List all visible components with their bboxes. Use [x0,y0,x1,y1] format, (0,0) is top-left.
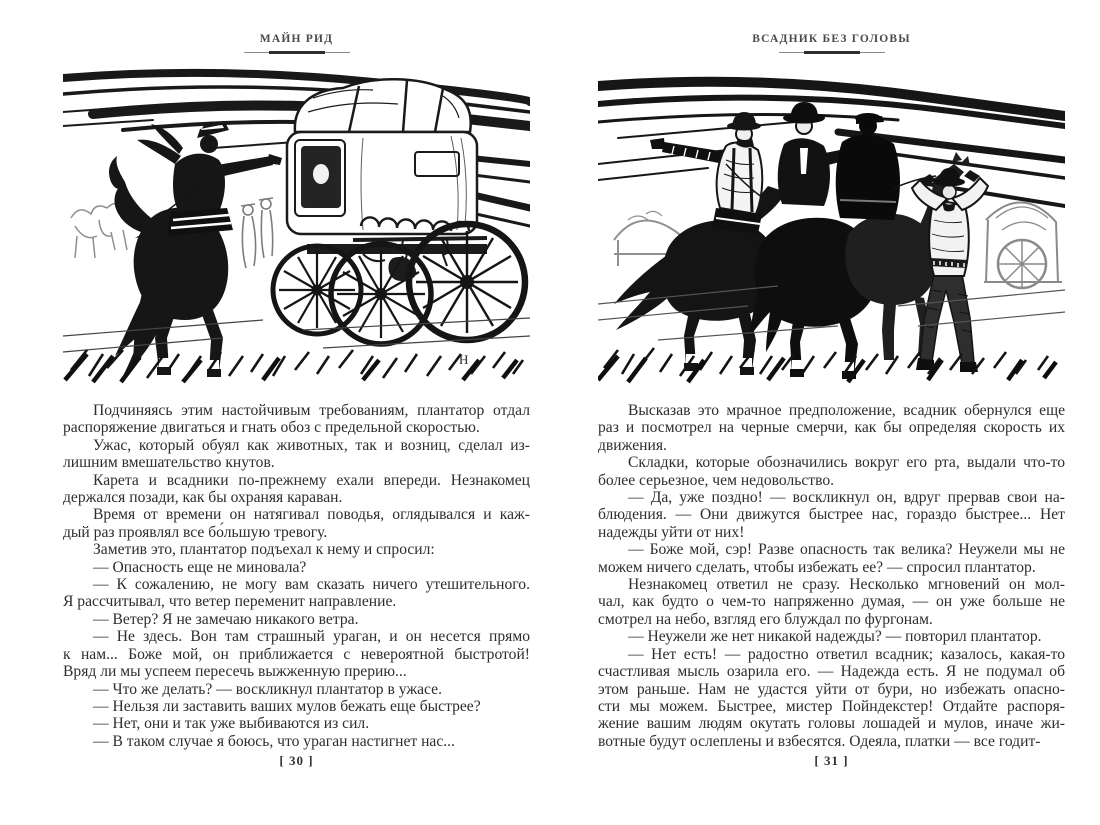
text-line: Ужас, который обуял как животных, так и возниц, сделал из- [93,436,530,454]
running-title-book: ВСАДНИК БЕЗ ГОЛОВЫ [752,33,911,45]
text-line: сти мы можем. Быстрее, мистер Пойндекстер! Отдайте распоря- [598,697,1065,715]
text-line: распоряжение двигаться и гнать обоз с предельной скоростью. [63,419,480,437]
rider3-torso [836,135,900,220]
illustration-riders [598,68,1065,384]
text-line: вотные будут ослеплены и взбесятся. Одеяла, платки — все годит- [598,732,1041,750]
text-line: раз и посмотрел на черные смерчи, как бы определяя скорость их [598,419,1065,437]
text-line: к нам... Боже мой, он приближается с невероятной быстротой! [63,645,530,663]
header-rule-thick [269,51,325,54]
page-number: [ 31 ] [814,753,849,768]
text-line: — Опасность еще не миновала? [93,558,307,576]
page-left [63,0,530,825]
header-rule [779,51,885,54]
header-rule-thick [804,51,860,54]
page-number: [ 30 ] [279,753,314,768]
text-line: — Неужели же нет никакой надежды? — повторил плантатор. [628,628,1042,646]
passenger-face [313,164,329,184]
pointing-arm [211,154,282,178]
text-line: чал, как будто о чем-то напряженно думая, — он уже больше не [598,593,1065,611]
background-wagon-right [984,202,1062,288]
running-title-author: МАЙН РИД [259,33,334,45]
text-line: — Что же делать? — воскликнул плантатор в ужасе. [93,680,442,698]
text-line: Незнакомец ответил не сразу. Несколько мгновений он мол- [628,576,1065,594]
illustration-stagecoach [63,68,530,384]
text-line: лишним вмешательство кнутов. [63,454,275,472]
text-line: — К сожалению, не могу вам сказать ничего утешительного. [93,576,530,594]
text-line: — В таком случае я боюсь, что ураган настигнет нас... [93,732,455,750]
text-line: — Не здесь. Вон там страшный ураган, и он несется прямо [93,628,530,646]
text-line: — Боже мой, сэр! Разве опасность так велика? Неужели мы не [628,541,1065,559]
page-right [598,0,1065,825]
text-line: счастливая мысль озарила его. — Надежда есть. Я не подумал об [598,663,1065,681]
saddle-blanket [167,208,233,236]
text-line: смотрел на небо, взгляд его блуждал по фургонам. [598,610,933,628]
text-line: Заметив это, плантатор подъехал к нему и спросил: [93,541,435,559]
header-rule [244,51,350,54]
text-line: — Ветер? Я не замечаю никакого ветра. [93,610,359,628]
running-header [63,33,530,54]
text-line: блюдения. — Они движутся быстрее нас, гораздо быстрее... Нет [598,506,1065,524]
text-line: — Нельзя ли заставить ваших мулов бежать еще быстрее? [93,697,481,715]
text-line: этом раньше. Нам не удастся уйти от бури, но избежать опасно- [598,680,1065,698]
text-line: жение вашим людям окутать головы лошадей и мулов, иначе жи- [598,715,1065,733]
text-line: держался позади, как бы охраняя караван. [63,489,343,507]
text-line: Складки, которые обозначились вокруг его рта, выдали что-то [628,454,1065,472]
illustration-signature: Н [459,352,469,367]
rider1-pointing-arm [650,138,726,164]
body-text [63,402,530,750]
text-line: — Нет, они и так уже выбиваются из сил. [93,715,370,733]
text-line: дый раз проявлял все бо́льшую тревогу. [63,523,328,541]
stagecoach [287,79,487,281]
body-text [598,402,1065,750]
text-line: Карета и всадники по-прежнему ехали впереди. Незнакомец [93,471,530,489]
text-line: Вряд ли мы успеем пересечь выжженную прерию... [63,663,407,681]
text-line: Я рассчитывал, что ветер переменит направление. [63,593,397,611]
text-line: более серьезное, чем недовольство. [598,471,835,489]
text-line: — Нет есть! — радостно ответил всадник; казалось, какая-то [628,645,1065,663]
text-line: — Да, уже поздно! — воскликнул он, вдруг прервав свои на- [628,489,1065,507]
text-line: Время от времени он натягивал поводья, оглядывался и каж- [93,506,530,524]
standing-man-head [942,185,956,199]
rider-torso [173,154,225,216]
text-line: Высказав это мрачное предположение, всадник обернулся еще [628,402,1065,419]
background-figures [241,198,273,268]
text-line: движения. [598,436,667,454]
running-header [598,33,1065,54]
text-line: Подчиняясь этим настойчивым требованиям, плантатор отдал [93,402,530,419]
text-line: можем ничего сделать, чтобы избежать ее? — спросил плантатор. [598,558,1036,576]
text-line: надежды уйти от них! [598,523,745,541]
riders [650,102,936,234]
rider-head [200,135,218,153]
coach-wheels [273,224,525,344]
